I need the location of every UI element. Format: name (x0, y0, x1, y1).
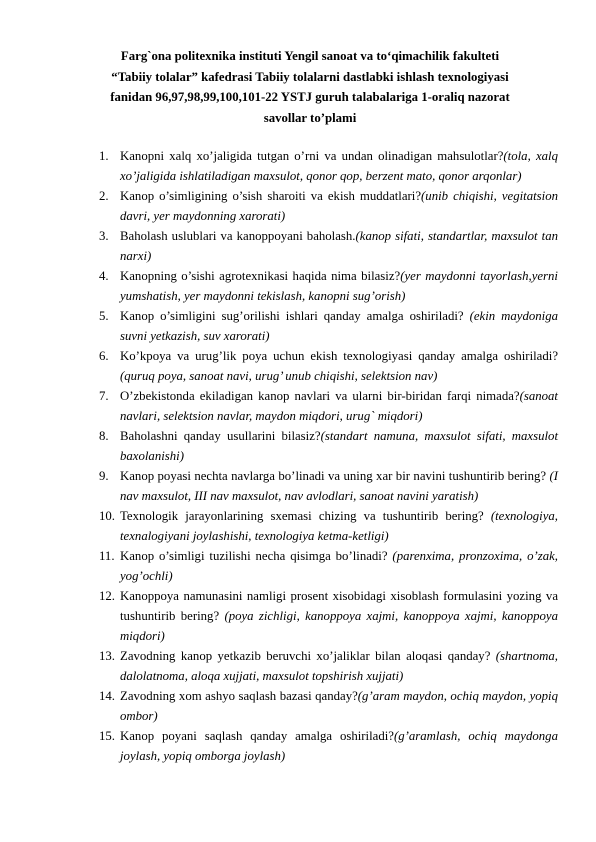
header-line: savollar to’plami (263, 110, 357, 125)
question-answer-hint: (standart namuna, maxsulot sifati, maxsulot baxolanishi) (120, 429, 558, 463)
question-prompt: Zavodning xom ashyo saqlash bazasi qanday? (120, 689, 358, 703)
question-prompt: Baholash uslublari va kanoppoyani baholash. (120, 229, 356, 243)
question-list (0, 146, 596, 766)
question-number: 11. (99, 549, 115, 563)
question-text (120, 386, 558, 426)
question-item (99, 426, 558, 466)
question-answer-hint: (sanoat navlari, selektsion navlar, maydon miqdori, urug` miqdori) (120, 389, 558, 423)
question-number: 15. (99, 729, 115, 743)
question-text (120, 646, 558, 686)
question-number: 3. (99, 229, 109, 243)
question-answer-hint: (poya zichligi, kanoppoya xajmi, kanoppoya xajmi, kanoppoya miqdori) (120, 609, 558, 643)
question-prompt: Kanopning o’sishi agrotexnikasi haqida nima bilasiz? (120, 269, 401, 283)
header-line: “Tabiiy tolalar” kafedrasi Tabiiy tolalarni dastlabki ishlash texnologiyasi (111, 69, 509, 84)
question-prompt: Kanopni xalq xo’jaligida tutgan o’rni va undan olinadigan mahsulotlar? (120, 149, 504, 163)
question-answer-hint: (g’aramlash, ochiq maydonga joylash, yopiq omborga joylash) (120, 729, 558, 763)
question-answer-hint: (kanop sifati, standartlar, maxsulot tan narxi) (120, 229, 558, 263)
question-number: 7. (99, 389, 109, 403)
question-item (99, 506, 559, 546)
question-prompt: Kanop poyani saqlash qanday amalga oshiriladi? (120, 729, 394, 743)
question-number: 2. (99, 189, 109, 203)
question-prompt: Kanop o’simligini sug’orilishi ishlari qanday amalga oshiriladi? (120, 309, 464, 323)
question-text (120, 266, 558, 306)
question-prompt: Kanop o’simligi tuzilishi necha qisimga bo’linadi? (120, 549, 388, 563)
question-number: 1. (99, 149, 109, 163)
question-answer-hint: (tola, xalq xo’jaligida ishlatiladigan maxsulot, qonor qop, berzent mato, qonor arqonlar) (120, 149, 558, 183)
question-text (120, 306, 558, 346)
header-line: Farg`ona politexnika instituti Yengil sanoat va to‘qimachilik fakulteti (120, 49, 500, 63)
document-header (90, 46, 530, 128)
question-number: 5. (99, 309, 109, 323)
question-item (99, 726, 558, 766)
question-number: 13. (99, 649, 115, 663)
question-answer-hint: (unib chiqishi, vegitatsion davri, yer maydonning xarorati) (120, 189, 559, 223)
question-item (99, 306, 558, 346)
question-prompt: Kanop o’simligining o’sish sharoiti va ekish muddatlari? (120, 189, 422, 203)
question-text (120, 686, 558, 726)
question-text (120, 586, 558, 646)
question-text (120, 146, 558, 186)
question-item (99, 686, 558, 726)
question-number: 10. (99, 509, 115, 523)
question-text (120, 226, 558, 266)
question-item (99, 386, 558, 426)
question-item (99, 646, 558, 686)
question-item (99, 466, 558, 506)
question-answer-hint: (shartnoma, dalolatnoma, aloqa xujjati, maxsulot topshirish xujjati) (120, 649, 558, 683)
question-item (99, 346, 558, 386)
question-answer-hint: (g’aram maydon, ochiq maydon, yopiq ombor) (120, 689, 558, 723)
header-line: fanidan 96,97,98,99,100,101-22 YSTJ guruh talabalariga 1-oraliq nazorat (110, 90, 510, 104)
question-prompt: Ko’kpoya va urug’lik poya uchun ekish texnologiyasi qanday amalga oshiriladi? (120, 349, 558, 363)
question-text (120, 726, 558, 766)
question-item (99, 586, 558, 646)
question-item (99, 266, 558, 306)
question-item (99, 146, 558, 186)
question-text (120, 346, 558, 386)
question-number: 9. (99, 469, 109, 483)
question-number: 14. (99, 689, 115, 703)
question-prompt: Kanoppoya namunasini namligi prosent xisobidagi xisoblash formulasini yozing va tushuntirib bering? (120, 589, 558, 623)
question-answer-hint: (ekin maydoniga suvni yetkazish, suv xarorati) (120, 309, 558, 343)
question-number: 6. (99, 349, 109, 363)
question-answer-hint: (I nav maxsulot, III nav maxsulot, nav avlodlari, sanoat navini yaratish) (120, 469, 558, 503)
question-prompt: O’zbekistonda ekiladigan kanop navlari va ularni bir-biridan farqi nimada? (120, 389, 520, 403)
question-text (120, 426, 558, 466)
question-prompt: Texnologik jarayonlarining sxemasi chizing va tushuntirib bering? (120, 509, 484, 523)
question-text (120, 186, 558, 226)
question-answer-hint: (yer maydonni tayorlash,yerni yumshatish, yer maydonni tekislash, kanopni sug’orish) (120, 269, 558, 303)
question-number: 8. (99, 429, 109, 443)
question-text (120, 466, 558, 506)
question-answer-hint: (quruq poya, sanoat navi, urug’ unub chiqishi, selektsion nav) (120, 369, 438, 383)
question-answer-hint: (parenxima, pronzoxima, o’zak, yog’ochli) (120, 549, 558, 583)
question-item (99, 546, 558, 586)
question-answer-hint: (texnologiya, texnalogiyani joylashishi, texnologiya ketma-ketligi) (120, 509, 559, 543)
question-text (120, 546, 558, 586)
question-item (99, 186, 559, 226)
question-prompt: Baholashni qanday usullarini bilasiz? (120, 429, 321, 443)
question-number: 12. (99, 589, 115, 603)
question-prompt: Zavodning kanop yetkazib beruvchi xo’jaliklar bilan aloqasi qanday? (120, 649, 491, 663)
question-number: 4. (99, 269, 109, 283)
question-prompt: Kanop poyasi nechta navlarga bo’linadi va uning xar bir navini tushuntirib bering? (120, 469, 547, 483)
question-item (99, 226, 558, 266)
question-text (120, 506, 558, 546)
